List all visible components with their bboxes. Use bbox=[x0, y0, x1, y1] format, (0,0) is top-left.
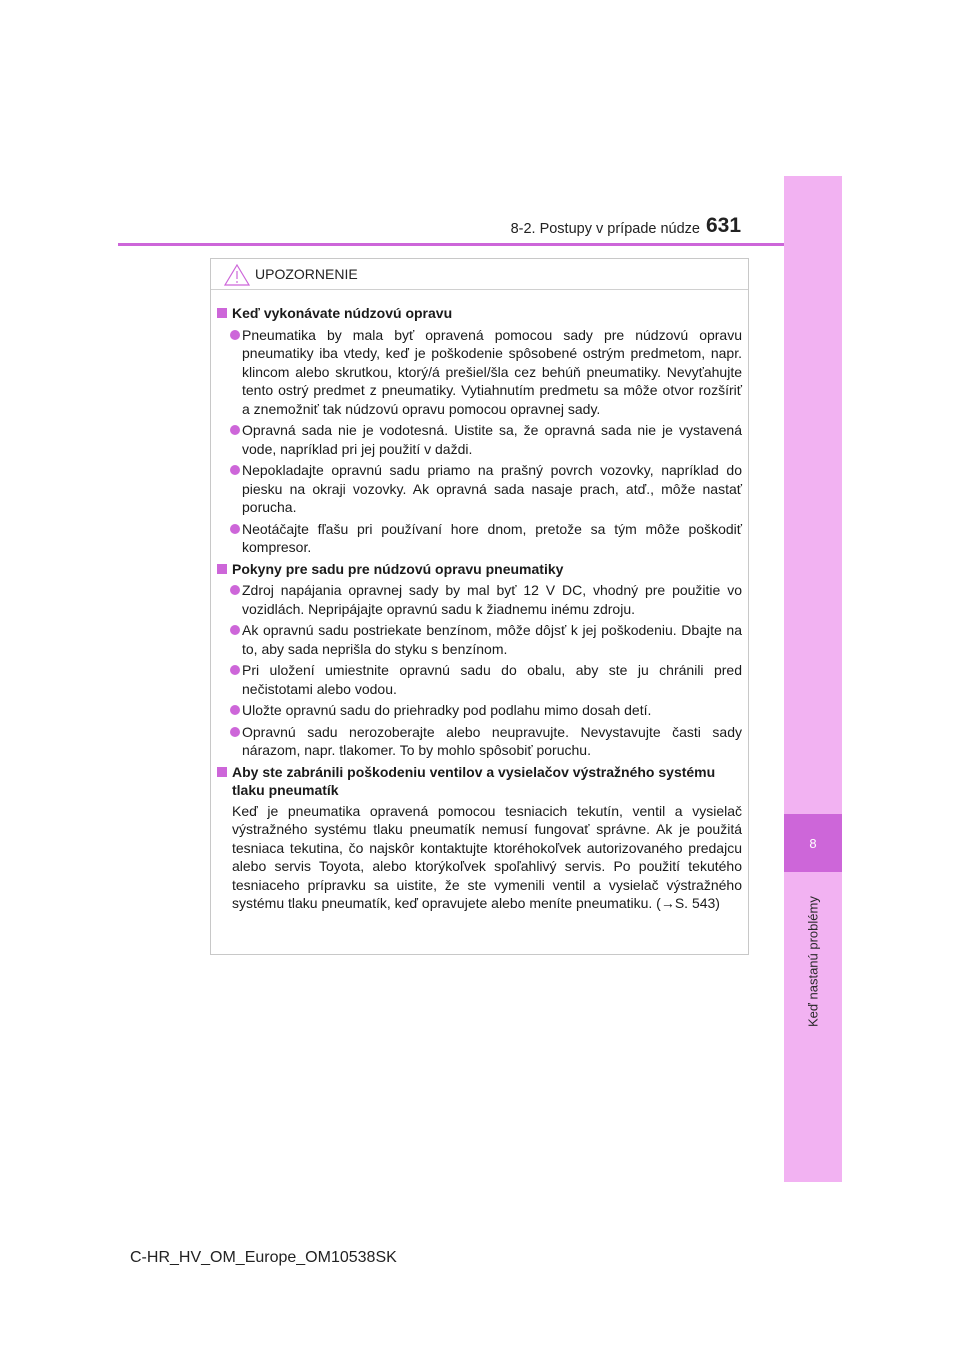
bullet-icon bbox=[230, 330, 240, 340]
list-item: Zdroj napájania opravnej sady by mal byť 12 V DC, vhodný pre použitie vo vozidlách. Nepripájajte opravnú sadu k žiadnemu inému zdroju. bbox=[217, 581, 742, 618]
chapter-title: Keď nastanú problémy bbox=[805, 896, 821, 1027]
bullet-icon bbox=[230, 524, 240, 534]
list-item: Neotáčajte fľašu pri používaní hore dnom, pretože sa tým môže poškodiť kompresor. bbox=[217, 520, 742, 557]
warning-body bbox=[211, 290, 748, 913]
chapter-side-tab bbox=[784, 176, 842, 1182]
list-item: Nepokladajte opravnú sadu priamo na prašný povrch vozovky, napríklad do piesku na okraji vozovky. Ak opravná sada nasaje prach, atď., môže nastať porucha. bbox=[217, 461, 742, 517]
chapter-number: 8 bbox=[784, 814, 842, 872]
list-item: Pneumatika by mala byť opravená pomocou sady pre núdzovú opravu pneumatiky iba vtedy, keď je poškodenie spôsobené ostrým predmetom, napr. klincom alebo skrutkou, ktorý/á prešiel/šla cez behúň pneumatiky. Nevyťahujte tento ostrý predmet z pneumatiky. Vytiahnutím predmetu sa môže otvor rozšíriť a znemožniť tak núdzovú opravu pomocou opravnej sady. bbox=[217, 326, 742, 419]
bullet-icon bbox=[230, 625, 240, 635]
warning-header bbox=[211, 259, 748, 290]
list-item: Opravnú sadu nerozoberajte alebo neupravujte. Nevystavujte časti sady nárazom, napr. tlakomer. To by mohlo spôsobiť poruchu. bbox=[217, 723, 742, 760]
warning-title: UPOZORNENIE bbox=[255, 266, 358, 282]
list-item: Opravná sada nie je vodotesná. Uistite sa, že opravná sada nie je vystavená vode, napríklad pri jej použití v daždi. bbox=[217, 421, 742, 458]
bullet-icon bbox=[230, 425, 240, 435]
bullet-icon bbox=[230, 465, 240, 475]
section-heading: Pokyny pre sadu pre núdzovú opravu pneumatiky bbox=[217, 560, 742, 579]
header-rule bbox=[118, 243, 784, 246]
section-title: 8-2. Postupy v prípade núdze bbox=[510, 221, 700, 237]
warning-box bbox=[210, 258, 749, 955]
list-item: Ak opravnú sadu postriekate benzínom, môže dôjsť k jej poškodeniu. Dbajte na to, aby sada neprišla do styku s benzínom. bbox=[217, 621, 742, 658]
section-heading: Aby ste zabránili poškodeniu ventilov a vysielačov výstražného systému tlaku pneumatík bbox=[217, 763, 742, 800]
list-item: Uložte opravnú sadu do priehradky pod podlahu mimo dosah detí. bbox=[217, 701, 742, 720]
section-heading: Keď vykonávate núdzovú opravu bbox=[217, 304, 742, 323]
bullet-icon bbox=[230, 705, 240, 715]
warning-triangle-icon bbox=[224, 264, 250, 286]
list-item: Pri uložení umiestnite opravnú sadu do obalu, aby ste ju chránili pred nečistotami alebo vodou. bbox=[217, 661, 742, 698]
page-number: 631 bbox=[706, 214, 742, 237]
bullet-icon bbox=[230, 665, 240, 675]
document-code: C-HR_HV_OM_Europe_OM10538SK bbox=[130, 1249, 397, 1266]
bullet-icon bbox=[230, 585, 240, 595]
section-paragraph: Keď je pneumatika opravená pomocou tesniacich tekutín, ventil a vysielač výstražného systému tlaku pneumatík nemusí fungovať správne. Ak je použitá tesniaca tekutina, čo najskôr kontaktujte ktoréhokoľvek autorizovaného predajcu alebo servis Toyota, alebo ktorýkoľvek spoľahlivý servis. Po použití tekutého tesniaceho prípravku sa uistite, že ste vymenili ventil a vysielač výstražného systému tlaku pneumatík, keď opravujete alebo meníte pneumatiku. (→S. 543) bbox=[232, 802, 742, 911]
bullet-icon bbox=[230, 727, 240, 737]
